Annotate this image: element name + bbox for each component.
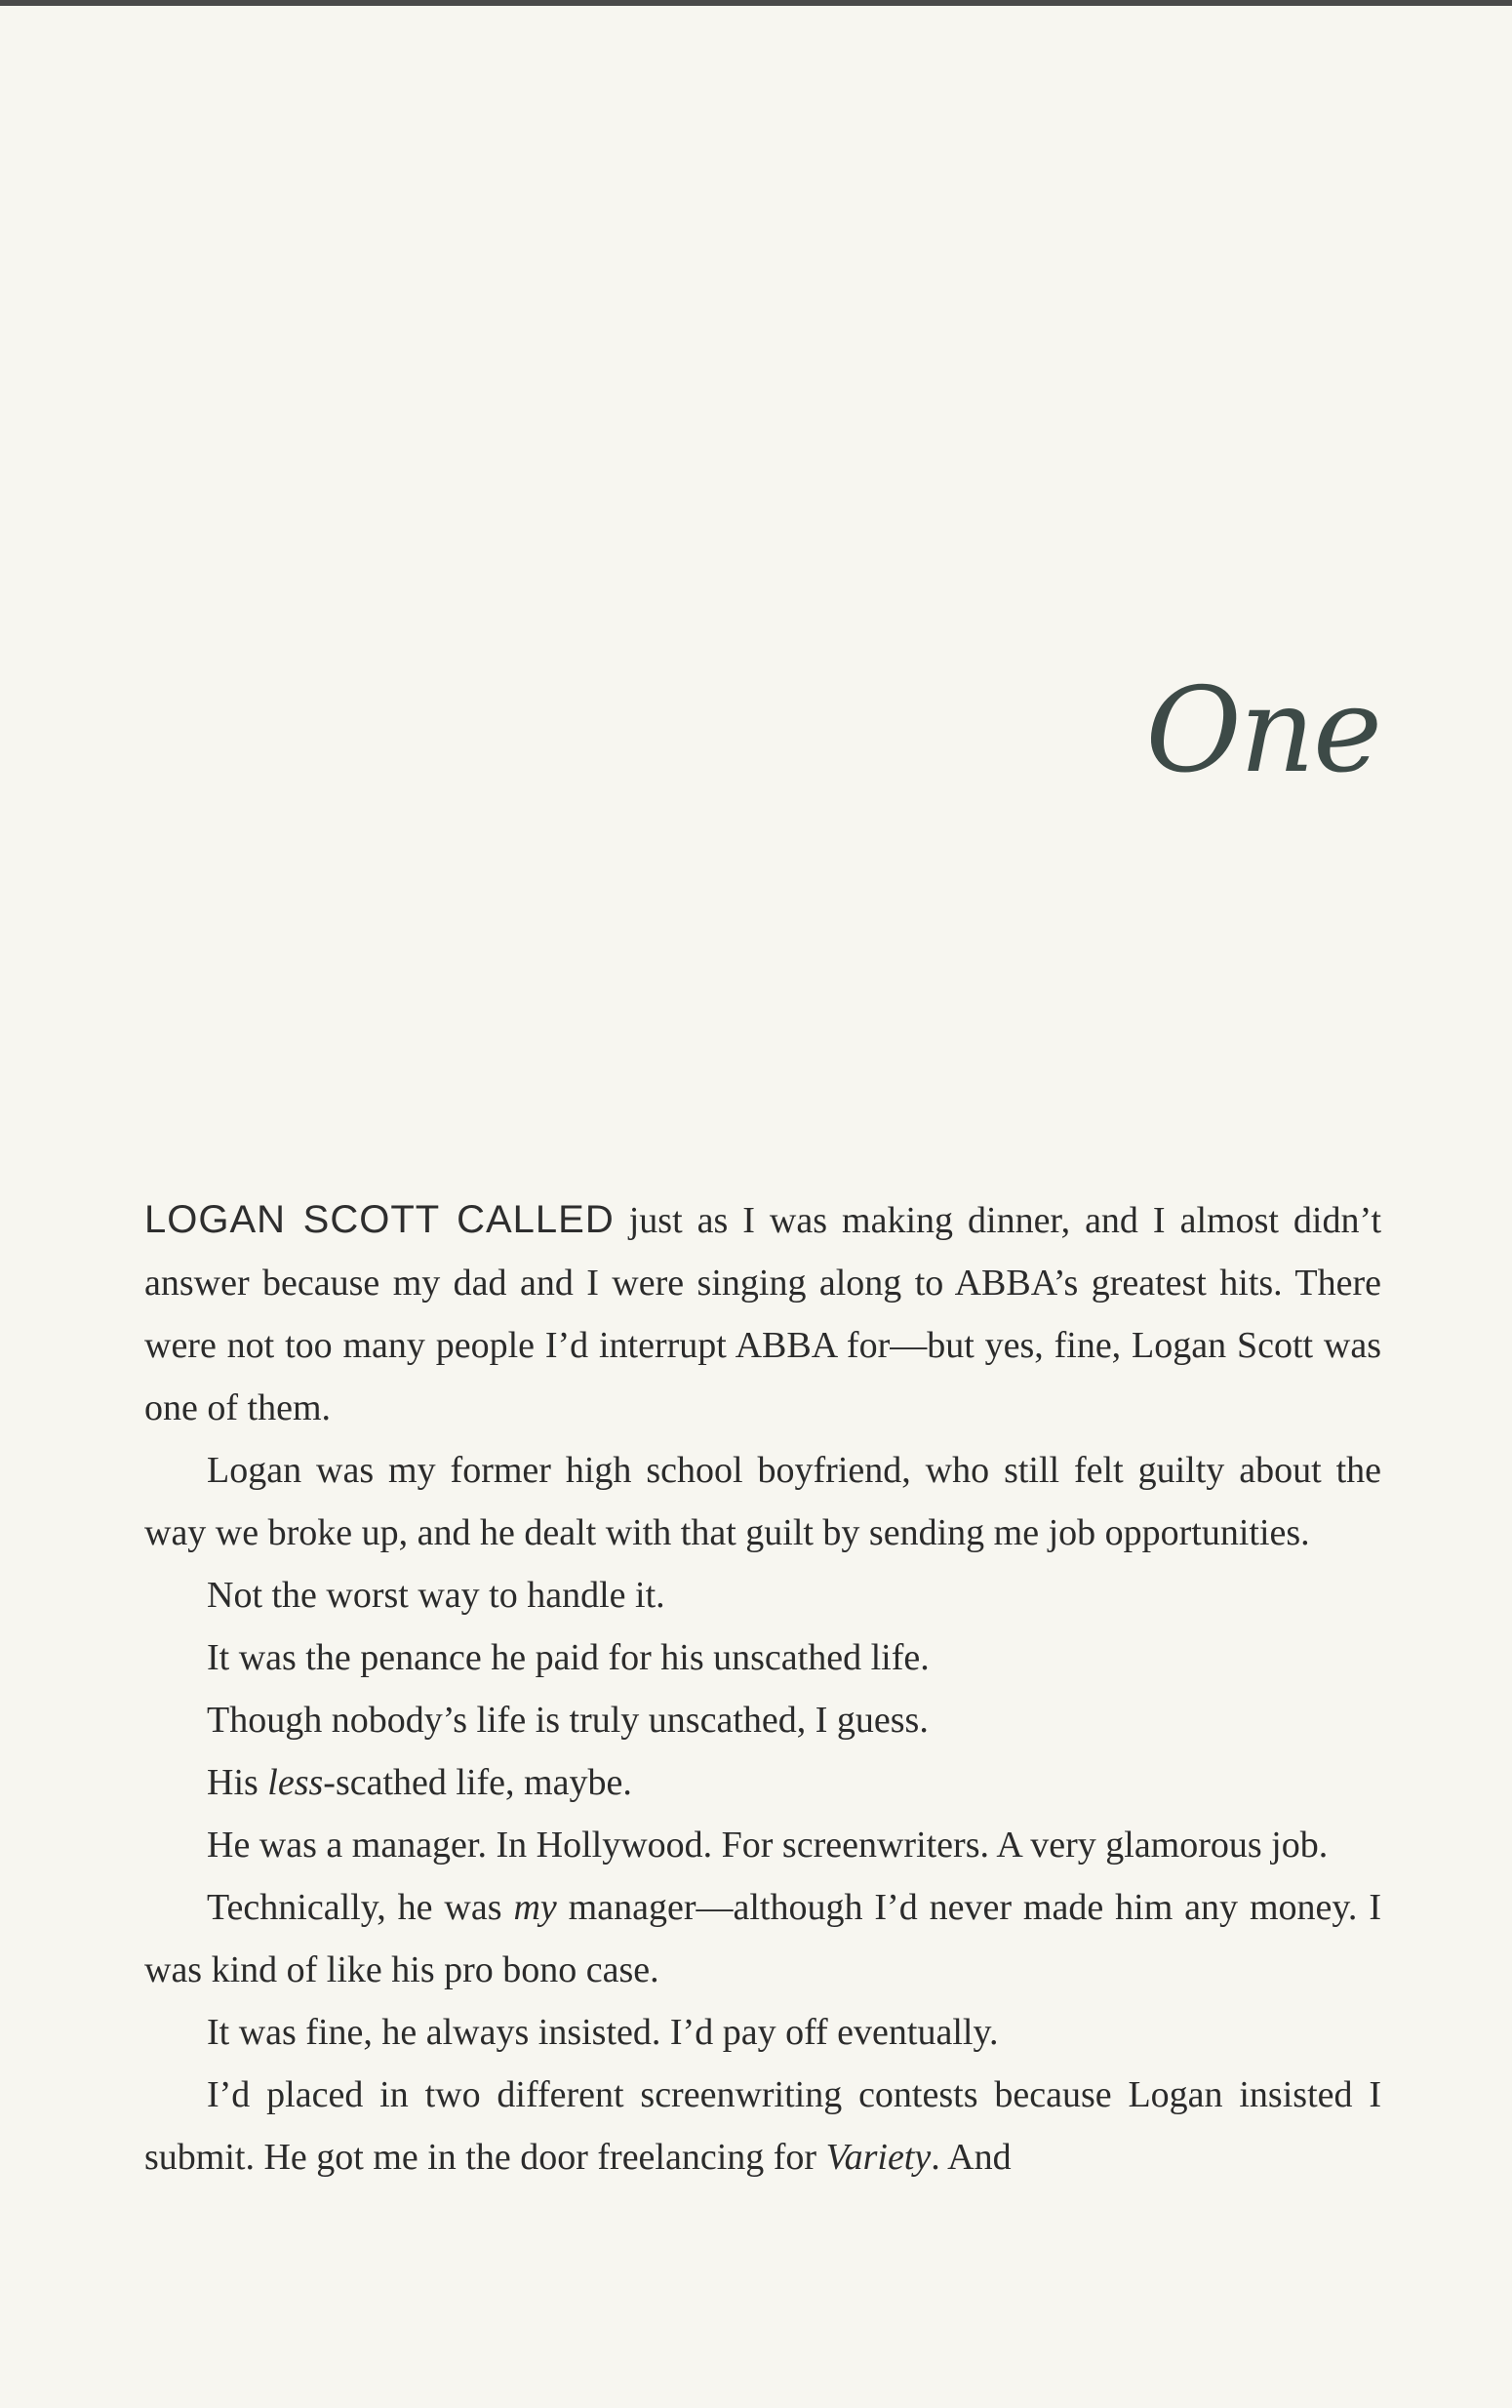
top-edge-rule [0, 0, 1512, 6]
paragraph-text: . And [931, 2137, 1012, 2178]
paragraph-4: It was the penance he paid for his unscathed life. [207, 1637, 930, 1678]
paragraph-3: Not the worst way to handle it. [207, 1575, 665, 1616]
emphasis-text: my [513, 1887, 557, 1928]
paragraph-8 [144, 1876, 1381, 2001]
emphasis-text: Variety [825, 2137, 932, 2178]
paragraph-text: -scathed life, maybe. [323, 1762, 632, 1803]
paragraph-1 [144, 1188, 1381, 1439]
chapter-title: One [1145, 663, 1380, 799]
paragraph-text: just as I was making dinner, and I almost didn’t answer because my dad and I were singing along to ABBA’s greatest hits. There were not too many people I’d interrupt ABBA for—but yes, fine, Logan Scott was one of them. [144, 1200, 1381, 1428]
paragraph-2: Logan was my former high school boyfriend, who still felt guilty about the way we broke up, and he dealt with that guilt by sending me job opportunities. [144, 1450, 1381, 1553]
paragraph-text: I’d placed in two different screenwriting contests because Logan insisted I submit. He got me in the door freelancing for [144, 2074, 1381, 2178]
paragraph-9: It was fine, he always insisted. I’d pay off eventually. [207, 2012, 999, 2053]
paragraph-5: Though nobody’s life is truly unscathed, I guess. [207, 1700, 929, 1741]
lead-in-small-caps: LOGAN SCOTT CALLED [144, 1198, 615, 1241]
chapter-body [144, 1188, 1381, 2188]
paragraph-6 [144, 1751, 1381, 1814]
emphasis-text: less [267, 1762, 324, 1803]
paragraph-text: His [207, 1762, 268, 1803]
paragraph-text: manager—although I’d never made him any money. I was kind of like his pro bono case. [144, 1887, 1381, 1990]
paragraph-10 [144, 2064, 1381, 2188]
paragraph-text: Technically, he was [207, 1887, 514, 1928]
paragraph-7: He was a manager. In Hollywood. For screenwriters. A very glamorous job. [207, 1825, 1329, 1866]
